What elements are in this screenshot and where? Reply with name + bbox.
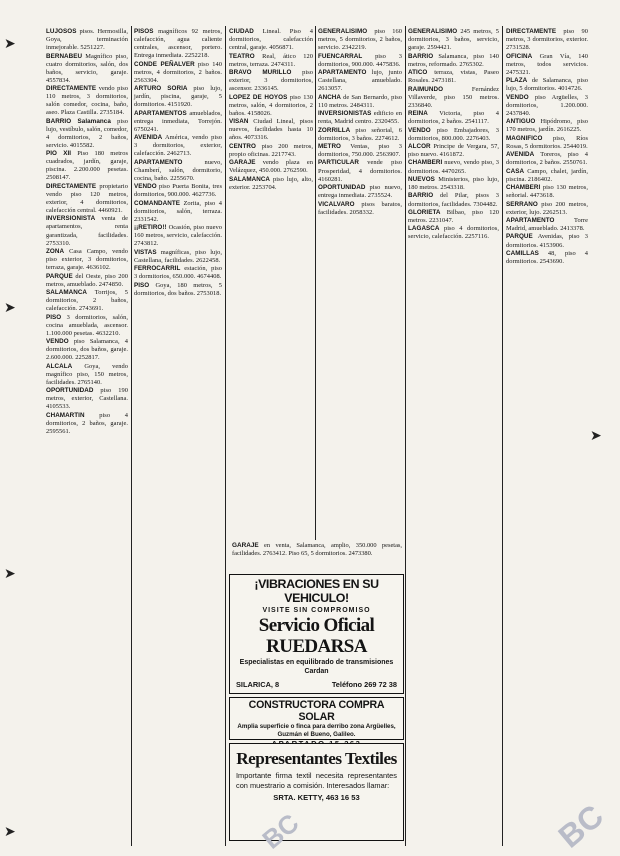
classified-ad bbox=[229, 159, 313, 175]
classified-ad-heading: VENDO bbox=[408, 126, 431, 134]
classified-ad bbox=[46, 150, 128, 182]
classified-ad-body: de San Bernardo, piso 110 metros. 2484311. bbox=[318, 93, 402, 109]
classified-ad-heading: PISOS bbox=[134, 28, 154, 35]
classified-ad bbox=[134, 200, 222, 224]
classified-ad-body: Lineal. Piso 4 dormitorios, calefacción central, garaje. 4056871. bbox=[229, 28, 313, 52]
classified-ad bbox=[408, 225, 499, 241]
classified-ad-body: Campo, chalet, jardín, piscina. 2186402. bbox=[506, 167, 588, 183]
classified-ad bbox=[506, 53, 588, 77]
classified-ad-heading: ¡¡RETIRO!! bbox=[134, 224, 167, 232]
classified-ad-body: nuevo, Chamberí, salón, dormitorio, cocina, baño. 2255670. bbox=[134, 158, 222, 182]
classified-ad bbox=[46, 53, 128, 85]
classified-ad bbox=[134, 110, 222, 134]
classified-ad-heading: GENERALISIMO bbox=[408, 28, 458, 35]
classified-ad bbox=[134, 183, 222, 199]
margin-arrow-icon: ➤ bbox=[590, 428, 602, 444]
classified-ad bbox=[506, 151, 588, 167]
classified-ad bbox=[46, 248, 128, 272]
classified-ad-heading: PISO bbox=[46, 313, 62, 321]
column-rule bbox=[502, 26, 503, 846]
classified-ad-body: pisos baratos, facilidades. 2058332. bbox=[318, 200, 402, 216]
classified-ad-heading: TEATRO bbox=[229, 52, 255, 60]
classified-ad-heading: GLORIETA bbox=[408, 208, 441, 216]
classified-ad bbox=[506, 250, 588, 266]
ad-vibraciones-visit: VISITE SIN COMPROMISO bbox=[262, 607, 371, 614]
classified-ad bbox=[229, 176, 313, 192]
classified-ad bbox=[506, 184, 588, 200]
classified-ad-body: Toreros, piso 4 dormitorios, 2 baños. 2550761. bbox=[506, 151, 588, 167]
classified-ad-body: piso lujo, jardín, piscina, garaje, 5 dormitorios. 4151920. bbox=[134, 85, 222, 109]
classified-ad-body: Piso 180 metros cuadrados, jardín, garaje, piscina. 2.200.000 pesetas. 2508147. bbox=[46, 150, 128, 182]
classified-ad-body: piso 200 metros, propio oficinas. 2217743. bbox=[229, 142, 313, 158]
classified-ad-heading: PLAZA bbox=[506, 77, 528, 85]
classified-column-6 bbox=[506, 28, 588, 840]
classified-ad-heading: ARTURO SORIA bbox=[134, 85, 188, 93]
classified-ad-heading: PARTICULAR bbox=[318, 159, 359, 167]
column-rule bbox=[315, 26, 316, 540]
classified-ad-heading: VISAN bbox=[229, 118, 249, 126]
classified-ad-heading: ZORRILLA bbox=[318, 126, 351, 134]
classified-ad-heading: AVENIDA bbox=[134, 134, 163, 142]
mid-block-head: GARAJE bbox=[232, 542, 259, 549]
classified-ad-body: piso señorial, 6 dormitorios, 3 baños. 2274612. bbox=[318, 126, 403, 142]
classified-ad-body: Salamanca, piso 140 metros, reformado. 2765302. bbox=[408, 52, 499, 68]
classified-ad bbox=[318, 143, 402, 159]
classified-ad bbox=[318, 201, 402, 217]
margin-arrow-icon: ➤ bbox=[4, 824, 16, 840]
classified-ad bbox=[318, 184, 402, 200]
classified-ad-heading: SERRANO bbox=[506, 200, 538, 208]
classified-ad-body: piso 200 metros, exterior, lujo. 2262513. bbox=[506, 200, 588, 216]
margin-arrow-icon: ➤ bbox=[4, 300, 16, 316]
classified-ad bbox=[46, 289, 128, 313]
classified-ad-heading: RAIMUNDO bbox=[408, 85, 444, 93]
classified-ad bbox=[46, 215, 128, 247]
classified-ad bbox=[506, 94, 588, 118]
classified-ad-heading: BRAVO MURILLO bbox=[229, 69, 292, 77]
classified-ad bbox=[408, 143, 499, 159]
classified-ad-body: Magnífico piso, cuatro dormitorios, salón, dos baños, servicio, garaje. 4557834. bbox=[46, 52, 128, 84]
classified-ad-heading: GARAJE bbox=[229, 159, 256, 167]
classified-ad bbox=[318, 110, 402, 126]
classified-ad-body: 48, piso 4 dormitorios. 2543690. bbox=[506, 249, 588, 265]
classified-ad-heading: BERNABEU bbox=[46, 52, 83, 60]
classified-ad-body: Ciudad Lineal, pisos nuevos, facilidades hasta 10 años. 4073316. bbox=[229, 118, 314, 142]
column-rule bbox=[225, 26, 226, 846]
classified-ad-body: pisos. Hermosilla, Goya, terminación inmejorable. 5251227. bbox=[46, 28, 128, 52]
classified-ad-heading: SALAMANCA bbox=[229, 175, 271, 183]
classified-ad-body: Ventas, piso 3 dormitorios, 750.000. 2563907. bbox=[318, 143, 402, 159]
classified-column-4 bbox=[318, 28, 402, 566]
classified-ad-heading: VICALVARO bbox=[318, 200, 355, 208]
classified-ad-heading: GENERALISIMO bbox=[318, 28, 368, 35]
classified-ad-body: Goya, 180 metros, 5 dormitorios, dos baños. 2753018. bbox=[134, 281, 222, 297]
classified-ad bbox=[318, 127, 402, 143]
ad-textiles-contact: SRTA. KETTY, 463 16 53 bbox=[273, 793, 360, 802]
ad-textiles bbox=[229, 743, 404, 841]
classified-ad-heading: CENTRO bbox=[229, 142, 256, 150]
classified-ad bbox=[408, 110, 499, 126]
ad-vibraciones-brand: Servicio Oficial RUEDARSA bbox=[258, 615, 375, 657]
classified-ad-body: Bilbao, piso 120 metros. 2231047. bbox=[408, 208, 500, 224]
margin-arrow-icon: ➤ bbox=[4, 36, 16, 52]
classified-ad-body: terraza, vistas, Paseo Rosales. 2473181. bbox=[408, 69, 499, 85]
classified-ad bbox=[229, 53, 313, 69]
classified-ad bbox=[134, 265, 222, 281]
classified-ad-heading: METRO bbox=[318, 143, 341, 150]
classified-ad-heading: ALCALA bbox=[46, 362, 73, 370]
classified-ad bbox=[408, 176, 499, 192]
classified-ad-heading: CASA bbox=[506, 167, 525, 175]
classified-ad-body: Casa Campo, vendo piso exterior, 3 dormitorios, terraza, garaje. 4636102. bbox=[46, 248, 128, 272]
classified-ad-heading: OPORTUNIDAD bbox=[318, 184, 366, 192]
classified-ad-body: del Pilar, pisos 3 dormitorios, facilidades. 7304482. bbox=[408, 192, 499, 208]
classified-ad bbox=[408, 192, 499, 208]
classified-ad-heading: PIO XII bbox=[46, 150, 72, 158]
classified-ad bbox=[506, 118, 588, 134]
classified-ad-heading: LUJOSOS bbox=[46, 28, 77, 35]
classified-ad-heading: LOPEZ DE HOYOS bbox=[229, 93, 288, 101]
classified-ad-heading: PISO bbox=[134, 281, 150, 289]
classified-ad bbox=[46, 28, 128, 52]
classified-ad-heading: OFICINA bbox=[506, 52, 533, 60]
classified-ad-body: Ministerios, piso lujo, 180 metros. 2543318. bbox=[408, 175, 500, 192]
classified-ad-body: Avenidas, piso 3 dormitorios. 4153906. bbox=[506, 233, 588, 249]
classified-ad-heading: VENDO bbox=[46, 338, 69, 346]
classified-ad bbox=[318, 28, 402, 52]
classified-ad-body: edificio en renta, Madrid centro. 2320455. bbox=[318, 110, 402, 126]
classified-ad bbox=[506, 168, 588, 184]
classified-ad bbox=[46, 118, 128, 150]
classified-ad-body: de Salamanca, piso lujo, 5 dormitorios. 4014726. bbox=[506, 77, 588, 93]
classified-ad-body: vende piso Prosperidad, 4 dormitorios. 4160281. bbox=[318, 159, 402, 183]
classified-ad-body: Torrijos, 5 dormitorios, 2 baños, calefacción. 2743691. bbox=[46, 289, 128, 313]
classified-ad bbox=[229, 94, 313, 118]
classified-ad-body: América, vendo piso 3 dormitorios, exterior, calefacción. 2462713. bbox=[134, 134, 222, 158]
mid-block-body: en venta, Salamanca, amplio, 350.000 pesetas, facilidades. 2763412. Piso 65, 5 dormitorios. 2473380. bbox=[232, 542, 402, 557]
classified-ad bbox=[46, 273, 128, 289]
classified-ad-body: Gran Vía, 140 metros, todos servicios. 2475321. bbox=[506, 52, 588, 76]
classified-ad-body: nuevo, vendo piso, 3 dormitorios. 4470265. bbox=[408, 159, 499, 175]
classified-ad-heading: VENDO bbox=[134, 183, 157, 191]
classified-ad-heading: LAGASCA bbox=[408, 225, 440, 233]
classified-ad bbox=[46, 363, 128, 387]
classified-ad-body: piso lujo, vestíbulo, salón, comedor, 4 dormitorios, 2 baños, servicio. 4015582. bbox=[46, 117, 128, 149]
classified-ad bbox=[46, 314, 128, 338]
classified-column-1 bbox=[46, 28, 128, 840]
ad-vibraciones bbox=[229, 574, 404, 694]
classified-ad-body: Real, ático 120 metros, terraza. 2474311. bbox=[229, 52, 313, 68]
classified-ad-heading: ANCHA bbox=[318, 93, 341, 101]
classified-ad bbox=[229, 118, 313, 142]
classified-ad bbox=[46, 387, 128, 411]
classified-ad-heading: SALAMANCA bbox=[46, 289, 88, 297]
classified-ad-body: 245 metros, 5 dormitorios, 3 baños, servicio, garaje. 2594421. bbox=[408, 28, 499, 52]
classified-ad-heading: FUENCARRAL bbox=[318, 52, 363, 60]
classified-ad-heading: ALCOR bbox=[408, 143, 431, 150]
classified-ad-body: Ocasión, piso nuevo 160 metros, servicio, calefacción. 2743812. bbox=[134, 224, 222, 248]
classified-ad bbox=[408, 209, 499, 225]
classified-ad bbox=[408, 28, 499, 52]
classified-ad-body: piso Puerta Bonita, tres dormitorios, 900.000. 4627736. bbox=[134, 183, 222, 199]
ad-textiles-headline: Representantes Textiles bbox=[236, 749, 397, 768]
classified-ad-heading: INVERSIONISTA bbox=[46, 215, 96, 223]
classified-ad bbox=[506, 217, 588, 233]
classified-ad-body: piso 190 metros, exterior, Castellana. 4105533. bbox=[46, 387, 128, 411]
ad-vibraciones-specialty: Especialistas en equilibrado de transmisiones Cardan bbox=[239, 659, 394, 675]
classified-ad-body: Principe de Vergara, 57, piso nuevo. 4161872. bbox=[408, 143, 499, 159]
classified-ad-heading: PARQUE bbox=[46, 272, 73, 280]
classified-ad-body: Fernández Villaverde, piso 150 metros. 2336840. bbox=[408, 85, 499, 109]
classified-ad-body: piso 130 metros, señorial. 4473618. bbox=[506, 184, 588, 200]
classified-ad bbox=[229, 143, 313, 159]
classified-column-3 bbox=[229, 28, 313, 566]
classified-ad-heading: COMANDANTE bbox=[134, 199, 180, 207]
classified-ad-body: piso 4 dormitorios, 2 baños, garaje. 2595561. bbox=[46, 411, 128, 435]
classified-ad-heading: INVERSIONISTAS bbox=[318, 110, 372, 118]
ad-vibraciones-address: SILARICA, 8 bbox=[236, 680, 280, 689]
classified-ad-body: Torre Madrid, amueblado. 2413378. bbox=[506, 216, 588, 233]
classified-ad bbox=[506, 201, 588, 217]
classified-ad-heading: MAGNIFICO bbox=[506, 134, 543, 142]
classified-ad-body: piso 140 metros, 4 dormitorios, 2 baños. 2563304. bbox=[134, 60, 222, 84]
classified-ad-body: lujo, junto Castellana, amueblado. 2613057. bbox=[318, 69, 402, 93]
classified-ad bbox=[134, 159, 222, 183]
classified-ad-body: piso, Ríos Rosas, 5 dormitorios. 2544019. bbox=[506, 134, 588, 150]
classified-ad-heading: CHAMBERI bbox=[408, 159, 443, 167]
classified-ad bbox=[506, 77, 588, 93]
classified-ad-heading: OPORTUNIDAD bbox=[46, 387, 94, 395]
classified-ad-body: 3 dormitorios, salón, cocina amueblada, ascensor. 1.100.000 pesetas. 4632210. bbox=[46, 313, 128, 337]
classified-ad bbox=[408, 127, 499, 143]
classified-ad-heading: ATICO bbox=[408, 69, 428, 77]
classified-ad-heading: PARQUE bbox=[506, 233, 533, 241]
classified-ad-body: Victoria, piso 4 dormitorios, 2 baños. 2541117. bbox=[408, 110, 499, 126]
ad-constructora bbox=[229, 697, 404, 740]
classified-ad bbox=[318, 53, 402, 69]
classified-ad-body: magníficos 92 metros, calefacción, agua caliente centrales, ascensor, portero. Entrega inmediata. 2252218. bbox=[134, 28, 222, 60]
classified-ad bbox=[134, 28, 222, 60]
classified-ad bbox=[134, 85, 222, 109]
classified-ad bbox=[46, 183, 128, 215]
classified-ad-body: amueblados, entrega inmediata, Torrejón. 6750241. bbox=[134, 109, 222, 133]
classified-ad bbox=[506, 28, 588, 52]
classified-ad-heading: DIRECTAMENTE bbox=[46, 182, 97, 190]
ad-vibraciones-phone: Teléfono 269 72 38 bbox=[331, 680, 397, 689]
classified-ad-heading: APARTAMENTO bbox=[318, 69, 367, 77]
classified-ad-body: vendo plaza en Velázquez, 450.000. 2762590. bbox=[229, 159, 313, 175]
ad-constructora-body: Amplia superficie o finca para derribo zona Argüelles, Guzmán el Bueno, Galileo. bbox=[237, 723, 396, 738]
classified-ad-body: piso 4 dormitorios, servicio, calefacción. 2257116. bbox=[408, 225, 499, 241]
classified-ad bbox=[408, 86, 499, 110]
classified-ad bbox=[408, 69, 499, 85]
classified-ad bbox=[408, 53, 499, 69]
classified-ad-body: Zorita, piso 4 dormitorios, salón, terraza. 2331542. bbox=[134, 199, 222, 223]
classified-ad-heading: BARRIO bbox=[408, 192, 434, 200]
classified-ad-heading: CHAMBERI bbox=[506, 184, 541, 192]
classified-ad bbox=[506, 135, 588, 151]
classified-ad-heading: NUEVOS bbox=[408, 175, 435, 183]
classified-ad-heading: BARRIO bbox=[408, 52, 434, 60]
ad-vibraciones-contact-row bbox=[230, 676, 403, 689]
classified-ad-heading: FERROCARRIL bbox=[134, 265, 181, 273]
classified-ad-body: piso Argüelles, 3 dormitorios, 1.200.000. 2437840. bbox=[506, 93, 588, 117]
classified-ad-heading: ZONA bbox=[46, 248, 65, 255]
classified-ad-body: magníficas, piso lujo, Castellana, facilidades. 2622458. bbox=[134, 248, 222, 264]
classified-ad-body: propietario vendo piso 120 metros, exterior, 4 dormitorios, calefacción central. 4460921. bbox=[46, 182, 128, 214]
classified-ad-heading: AVENIDA bbox=[506, 151, 535, 159]
classified-ad bbox=[506, 233, 588, 249]
classified-ad-body: estación, piso 3 dormitorios, 650.000. 4674408. bbox=[134, 265, 222, 281]
classified-ad bbox=[46, 85, 128, 117]
classified-ad-body: piso lujo, alto, exterior. 2253704. bbox=[229, 175, 313, 191]
ad-constructora-headline: CONSTRUCTORA COMPRA SOLAR bbox=[248, 699, 385, 723]
column-rule bbox=[405, 26, 406, 846]
classified-ad-heading: CAMILLAS bbox=[506, 249, 539, 257]
classified-ad-body: piso Embajadores, 3 dormitorios, 800.000. 2276403. bbox=[408, 126, 499, 142]
classified-ad bbox=[134, 134, 222, 158]
classified-ad bbox=[134, 224, 222, 248]
classified-ad bbox=[318, 69, 402, 93]
classified-ad bbox=[134, 282, 222, 298]
classified-ad-heading: DIRECTAMENTE bbox=[506, 28, 557, 35]
classified-ad-body: piso nuevo, entrega inmediata. 2735524. bbox=[318, 184, 402, 200]
classified-ad-heading: VISTAS bbox=[134, 248, 157, 256]
classified-ad-body: piso 3 dormitorios, 900.000. 4475836. bbox=[318, 52, 402, 68]
classified-ad-body: Goya, vendo magnífico piso, 150 metros, facilidades. 2765140. bbox=[46, 362, 128, 386]
classified-ad-body: Hipódromo, piso 170 metros, jardín. 2616225. bbox=[506, 118, 588, 134]
classified-ad-heading: APARTAMENTOS bbox=[134, 109, 187, 117]
classified-ad-body: piso Salamanca, 4 dormitorios, dos baños, garaje. 2.600.000. 2252817. bbox=[46, 338, 128, 362]
classified-ad-body: piso 160 metros, 5 dormitorios, 2 baños, servicio. 2342219. bbox=[318, 28, 402, 52]
classified-ad-heading: DIRECTAMENTE bbox=[46, 85, 97, 93]
classified-ad-heading: REINA bbox=[408, 110, 428, 118]
classified-ad-heading: BARRIO Salamanca bbox=[46, 117, 111, 125]
classified-column-2 bbox=[134, 28, 222, 668]
margin-arrow-icon: ➤ bbox=[4, 566, 16, 582]
classified-ad-heading: CONDE PEÑALVER bbox=[134, 60, 195, 68]
classified-ad-heading: APARTAMENTO bbox=[134, 158, 183, 166]
classified-ad-heading: ANTIGUO bbox=[506, 118, 536, 126]
watermark-right: BC bbox=[551, 797, 611, 855]
classified-ad bbox=[229, 69, 313, 93]
classified-ad-body: venta de apartamentos, renta garantizada, facilidades. 2753310. bbox=[46, 215, 128, 247]
classified-ad-body: vendo piso 110 metros, 3 dormitorios, salón comedor, cocina, baño, aseo. Plaza Castilla. 2735184. bbox=[46, 85, 128, 117]
classified-ad-body: piso 130 metros, salón, 4 dormitorios, 2 baños. 4158026. bbox=[229, 93, 313, 117]
classified-ad-heading: CHAMARTIN bbox=[46, 411, 85, 419]
classified-ad-body: piso 90 metros, 3 dormitorios, exterior. 2731528. bbox=[506, 28, 588, 52]
classified-ad-heading: APARTAMENTO bbox=[506, 216, 555, 224]
ad-textiles-body: Importante firma textil necesita representantes con muestrario a comisión. Interesados llamar: bbox=[236, 771, 397, 790]
classified-ad bbox=[229, 28, 313, 52]
ad-vibraciones-headline: ¡VIBRACIONES EN SU VEHICULO! bbox=[254, 577, 379, 605]
classified-ad bbox=[408, 159, 499, 175]
classified-ad bbox=[134, 249, 222, 265]
classified-ad-heading: VENDO bbox=[506, 93, 529, 101]
classified-ad bbox=[46, 338, 128, 362]
classified-column-5 bbox=[408, 28, 499, 838]
column-rule bbox=[131, 26, 132, 846]
mid-classified-block bbox=[232, 542, 402, 570]
classified-ad bbox=[318, 94, 402, 110]
classified-ad bbox=[134, 61, 222, 85]
classified-ad-body: piso exterior, 3 dormitorios, ascensor. 2336145. bbox=[229, 69, 313, 93]
classified-ad-body: del Oeste, piso 200 metros, amueblado. 2474850. bbox=[46, 272, 128, 288]
classified-ad-heading: CIUDAD bbox=[229, 28, 254, 35]
watermark-left: BC bbox=[256, 807, 305, 855]
classified-ad bbox=[46, 412, 128, 436]
classified-ad bbox=[318, 159, 402, 183]
